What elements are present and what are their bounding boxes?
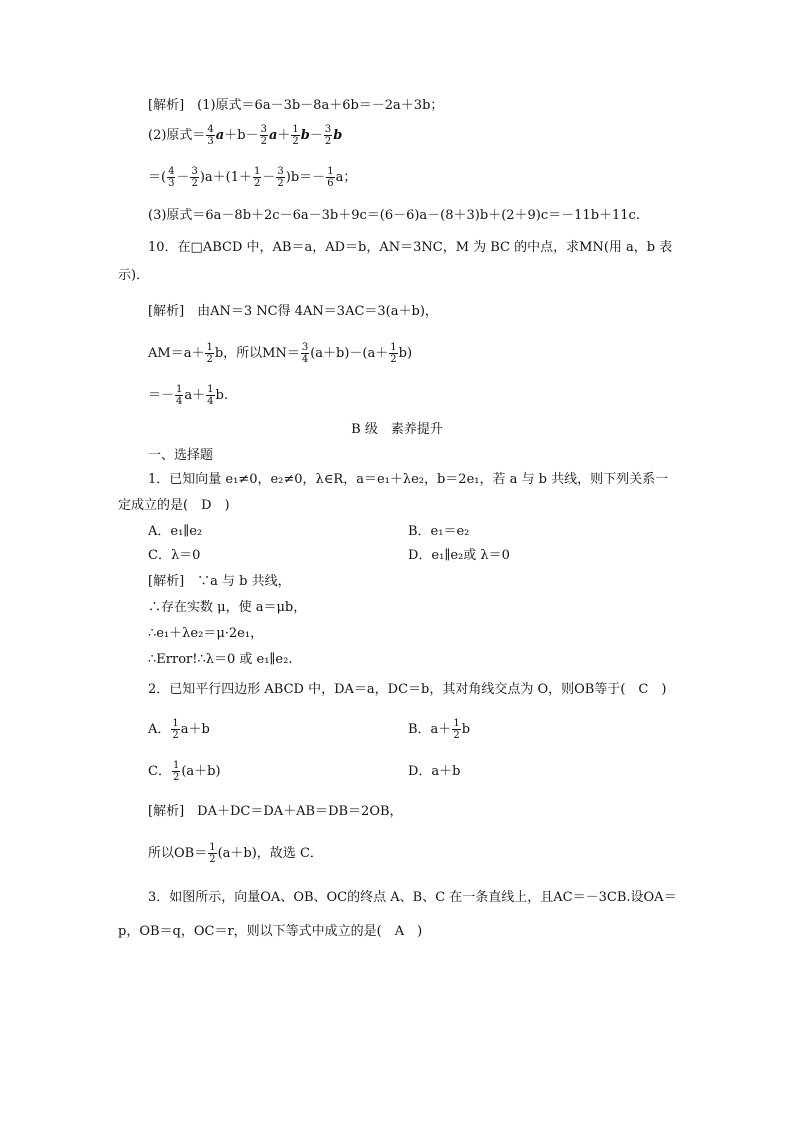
solution-9-line-2: (2)原式＝ $\frac{4}{3}$ a＋b－ $\frac{3}{2}$ a＋ $\frac{1}{2}$ b－ $\frac{3}{2}$ b (148, 124, 343, 147)
solution-1-line-2: ∴存在实数 μ，使 a＝μb， (148, 600, 307, 615)
solution-10-line-2: AM＝a＋ $\frac{1}{2}$ b，所以MN＝ $\frac{3}{4}$ (a＋b)－(a＋ $\frac{1}{2}$ b) (148, 342, 413, 365)
solution-1-line-3: ∴e₁＋λe₂＝μ·2e₁， (148, 626, 264, 641)
question-2-option-b: B．a＋ $\frac{1}{2}$ b (408, 718, 471, 741)
question-2-line-1: 2．已知平行四边形 ABCD 中，DA＝a，DC＝b，其对角线交点为 O，则OB等于( C ) (148, 682, 667, 697)
question-1-option-c: C．λ＝0 (148, 548, 201, 563)
solution-1-line-1: [解析] ∵a 与 b 共线， (148, 574, 291, 589)
solution-1-line-4: ∴Error!∴λ＝0 或 e₁∥e₂. (148, 652, 293, 667)
solution-9-line-4: (3)原式＝6a－8b＋2c－6a－3b＋9c＝(6－6)a－(8＋3)b＋(2＋9)c＝－11b＋11c. (148, 208, 640, 223)
solution-2-line-2: 所以OB＝ $\frac{1}{2}$ (a＋b)，故选 C． (148, 842, 323, 865)
question-3-line-2: p，OB＝q，OC＝r，则以下等式中成立的是( A ) (118, 924, 423, 939)
question-1-option-b: B．e₁＝e₂ (408, 524, 470, 539)
question-2-option-d: D．a＋b (408, 764, 461, 779)
question-1-option-d: D．e₁∥e₂或 λ＝0 (408, 548, 510, 563)
question-10-line-2: 示)． (118, 268, 150, 283)
question-1-line-1: 1．已知向量 e₁≠0，e₂≠0，λ∈R，a＝e₁＋λe₂，b＝2e₁，若 a 与 b 共线，则下列关系一 (148, 472, 669, 487)
question-2-option-a: A． $\frac{1}{2}$ a＋b (148, 718, 210, 741)
question-2-option-c: C． $\frac{1}{2}$ (a＋b) (148, 760, 221, 783)
section-subtitle: 一、选择题 (148, 448, 214, 463)
question-1-option-a: A．e₁∥e₂ (148, 524, 203, 539)
solution-10-line-3: ＝－ $\frac{1}{4}$ a＋ $\frac{1}{4}$ b. (148, 384, 228, 407)
question-1-line-2: 定成立的是( D ) (118, 498, 230, 513)
solution-2-line-1: [解析] DA＋DC＝DA＋AB＝DB＝2OB， (148, 804, 403, 819)
question-10-line-1: 10．在□ABCD 中，AB＝a，AD＝b，AN＝3NC，M 为 BC 的中点，求MN(用 a，b 表 (148, 240, 673, 255)
solution-10-line-1: [解析] 由AN＝3 NC得 4AN＝3AC＝3(a＋b)， (148, 304, 438, 319)
solution-9-line-3: ＝( $\frac{4}{3}$ － $\frac{3}{2}$ )a＋(1＋ $\frac{1}{2}$ － $\frac{3}{2}$ )b＝－ $\frac{1}{6}$ a； (148, 166, 357, 189)
section-title: B 级 素养提升 (351, 422, 443, 437)
question-3-line-1: 3．如图所示，向量OA、OB、OC的终点 A、B、C 在一条直线上，且AC＝－3CB.设OA＝ (148, 890, 677, 905)
solution-9-line-1: [解析] (1)原式＝6a－3b－8a＋6b＝－2a＋3b； (148, 98, 444, 113)
